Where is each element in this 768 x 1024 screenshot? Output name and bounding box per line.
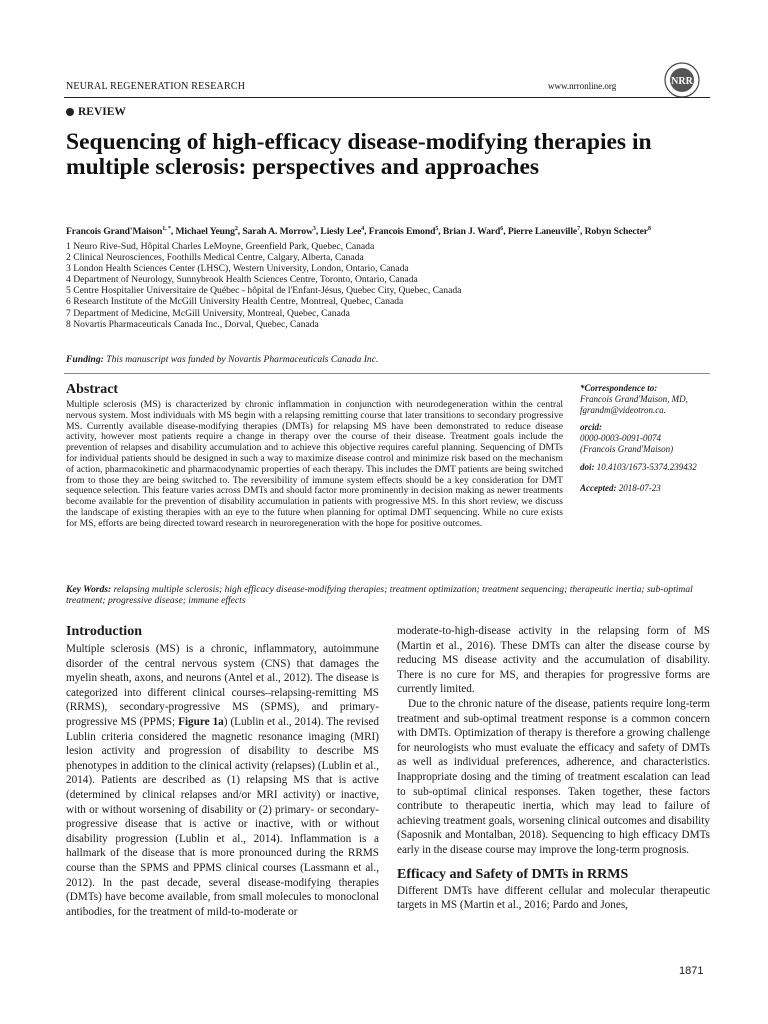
- funding-label: Funding:: [66, 354, 104, 365]
- affiliation: 3 London Health Sciences Center (LHSC), Western University, London, Ontario, Canada: [66, 263, 409, 275]
- author-affiliation-marker: 7: [577, 226, 580, 232]
- author-affiliation-marker: 8: [647, 226, 651, 232]
- abstract-heading: Abstract: [66, 382, 119, 397]
- page-number: 1871: [679, 965, 704, 977]
- doi-label: doi:: [580, 461, 595, 472]
- author-affiliation-marker: 6: [500, 226, 504, 232]
- author-name: Sarah A. Morrow: [242, 226, 313, 238]
- keywords-text: relapsing multiple sclerosis; high efficacy disease-modifying therapies; treatment optimization; treatment sequencing; therapeutic inertia; sub-optimal treatment; progressive disease; immune effects: [66, 584, 693, 606]
- abstract-text: Multiple sclerosis (MS) is characterized by chronic inflammation in conjunction with neurodegeneration within the central nervous system. Most individuals with MS begin with a relapsing remitting course that later transitions to secondary progressive MS. Currently available disease-modifying therapies (DMTs) for relapsing MS have been demonstrated to reduce disease activity, however most patients require a change in therapy over the course of their disease. Treatment goals include the prevention of relapses and disability accumulation and to achieve this objective requires careful planning. Sequencing of DMTs for individual patients should be designed in such a way to maximize disease control and minimize risk based on the mechanism of action, pharmacokinetic and pharmacodynamic properties of each therapy. This includes the DMT patients are being switched from to those they are being switched to. The reversibility of immune system effects should be a key consideration for DMT sequence selection. This feature varies across DMTs and should factor more prominently in decision making as newer treatments become available for the prevention of disability accumulation in patients with progressive MS. In this short review, we discuss the landscape of existing therapies with an eye to the future when planning for optimal DMT sequencing. While no cure exists for MS, efforts are being directed toward research in neuroregeneration with the hope for positive outcomes.: [66, 399, 563, 529]
- correspondence-label: *Correspondence to:: [580, 383, 658, 393]
- author-affiliation-marker: 4: [361, 226, 365, 232]
- efficacy-paragraph: Different DMTs have different cellular and molecular therapeutic targets in MS (Martin et al., 2016; Pardo and Jones,: [397, 884, 710, 912]
- author-affiliation-marker: 2: [234, 226, 238, 232]
- affiliation: 4 Department of Neurology, Sunnybrook Health Sciences Centre, Toronto, Ontario, Canada: [66, 274, 418, 286]
- intro-text-a: Multiple sclerosis (MS) is a chronic, inflammatory, autoimmune disorder of the central nervous system (CNS) that damages the myelin sheath, axons, and neurons (Antel et al., 2012). The disease is categorized into different clinical courses–relapsing-remitting MS (RRMS), secondary-progressive MS (SPMS), and primary-progressive MS (PPMS;: [66, 643, 379, 728]
- orcid-id[interactable]: 0000-0003-0091-0074: [580, 433, 661, 444]
- author-name: Liesly Lee: [320, 226, 362, 238]
- author-name: Robyn Schecter: [584, 226, 648, 238]
- intro-heading: Introduction: [66, 624, 142, 639]
- accepted-date: 2018-07-23: [618, 482, 661, 493]
- accepted-label: Accepted:: [580, 482, 617, 493]
- author-name: Francois Emond: [368, 226, 436, 238]
- doi-value[interactable]: 10.4103/1673-5374.239432: [596, 461, 697, 472]
- funding-statement: [66, 354, 378, 365]
- author-name: Francois Grand'Maison: [66, 226, 163, 238]
- author-name: Brian J. Ward: [442, 226, 501, 238]
- journal-logo-icon: [662, 60, 702, 100]
- affiliation-list: [66, 241, 461, 330]
- author-affiliation-marker: 1, *: [162, 226, 171, 232]
- section-heading-efficacy: Efficacy and Safety of DMTs in RRMS: [397, 866, 629, 882]
- logo-text: NRR: [671, 76, 693, 87]
- affiliation: 8 Novartis Pharmaceuticals Canada Inc., Dorval, Quebec, Canada: [66, 318, 319, 330]
- intro-paragraph-2: Due to the chronic nature of the disease, patients require long-term treatment and sub-optimal treatment response is a common concern with DMTs. Optimization of therapy is therefore a growing challenge for neurologists who must evaluate the efficacy and safety of DMTs as well as individual preferences, adherence, and characteristics. Inappropriate dosing and the timing of treatment escalation can lead to sub-optimal clinical responses. Taken together, these factors contribute to therapeutic inertia, which may lead to failure of achieving treatment goals, worsening clinical outcomes and disability (Saposnik and Montalban, 2018). Sequencing to high efficacy DMTs early in the disease course may improve the long-term prognosis.: [397, 697, 710, 856]
- intro-text-b: ) (Lublin et al., 2014). The revised Lublin criteria considered the magnetic resonance imaging (MRI) lesion activity and progression of disability to describe MS phenotypes in addition to the clinical activity (relapses) (Lublin et al., 2014). Patients are described as (1) relapsing MS that is active (determined by clinical relapses and/or MRI activity) or inactive, with or without worsening of disability or (2) primary- or secondary-progressive disease that is active or inactive, with or without disability progression (Lublin et al., 2014). Inflammation is a hallmark of the disease that is more pronounced during the RRMS course than the SPMS and PPMS clinical courses (Lassmann et al., 2012). In the past decade, several disease-modifying therapies (DMTs) have become available, from small molecules to monoclonal antibodies, for the treatment of mild-to-moderate or: [66, 715, 379, 918]
- orcid-name: (Francois Grand'Maison): [580, 443, 674, 454]
- figure-link[interactable]: Figure 1a: [178, 715, 224, 728]
- abstract-rule: [64, 373, 710, 374]
- journal-name: NEURAL REGENERATION RESEARCH: [66, 81, 246, 92]
- article-title: Sequencing of high-efficacy disease-modifying therapies in multiple sclerosis: perspectives and approaches: [66, 129, 652, 180]
- bullet-icon: [66, 108, 74, 116]
- affiliation: 7 Department of Medicine, McGill University, Montreal, Quebec, Canada: [66, 307, 350, 319]
- article-type-label: REVIEW: [78, 106, 126, 118]
- author-affiliation-marker: 3: [312, 226, 316, 232]
- journal-website[interactable]: www.nrronline.org: [548, 81, 617, 91]
- author-affiliation-marker: 5: [435, 226, 439, 232]
- correspondence-name: Francois Grand'Maison, MD,: [580, 393, 688, 404]
- correspondence-email[interactable]: fgrandm@videotron.ca.: [580, 404, 666, 415]
- keywords-label: Key Words:: [66, 584, 112, 595]
- affiliation: 6 Research Institute of the McGill University Health Centre, Montreal, Quebec, Canada: [66, 296, 404, 308]
- affiliation: 1 Neuro Rive-Sud, Hôpital Charles LeMoyne, Greenfield Park, Quebec, Canada: [66, 241, 375, 252]
- header-rule: [64, 97, 710, 98]
- keywords: [66, 585, 712, 607]
- author-list: Francois Grand'Maison$^{1, *}$, Michael Yeung$^2$, Sarah A. Morrow$^3$, Liesly Lee$^4$, Francois Emond$^5$, Brian J. Ward$^6$, Pierre Laneuville$^7$, Robyn Schecter$^8$: [66, 226, 651, 238]
- affiliation: 5 Centre Hospitalier Universitaire de Québec - hôpital de l'Enfant-Jésus, Quebec City, Quebec, Canada: [66, 285, 462, 297]
- intro-paragraph-1-continued: moderate-to-high-disease activity in the relapsing form of MS (Martin et al., 2016). These DMTs can alter the disease course by reducing MS disease activity and the accumulation of disability. There is no cure for MS, and therapies for progressive forms are currently limited.: [397, 625, 710, 696]
- author-name: Pierre Laneuville: [507, 226, 578, 238]
- funding-text: This manuscript was funded by Novartis Pharmaceuticals Canada Inc.: [106, 354, 379, 365]
- body-column-right: [397, 624, 710, 913]
- intro-paragraph-1: [66, 642, 379, 919]
- body-column-left: [66, 624, 379, 919]
- article-info-sidebar: [580, 383, 720, 500]
- article-type: [66, 106, 126, 118]
- author-name: Michael Yeung: [175, 226, 235, 238]
- affiliation: 2 Clinical Neurosciences, Foothills Medical Centre, Calgary, Alberta, Canada: [66, 252, 364, 264]
- orcid-label: orcid:: [580, 422, 602, 433]
